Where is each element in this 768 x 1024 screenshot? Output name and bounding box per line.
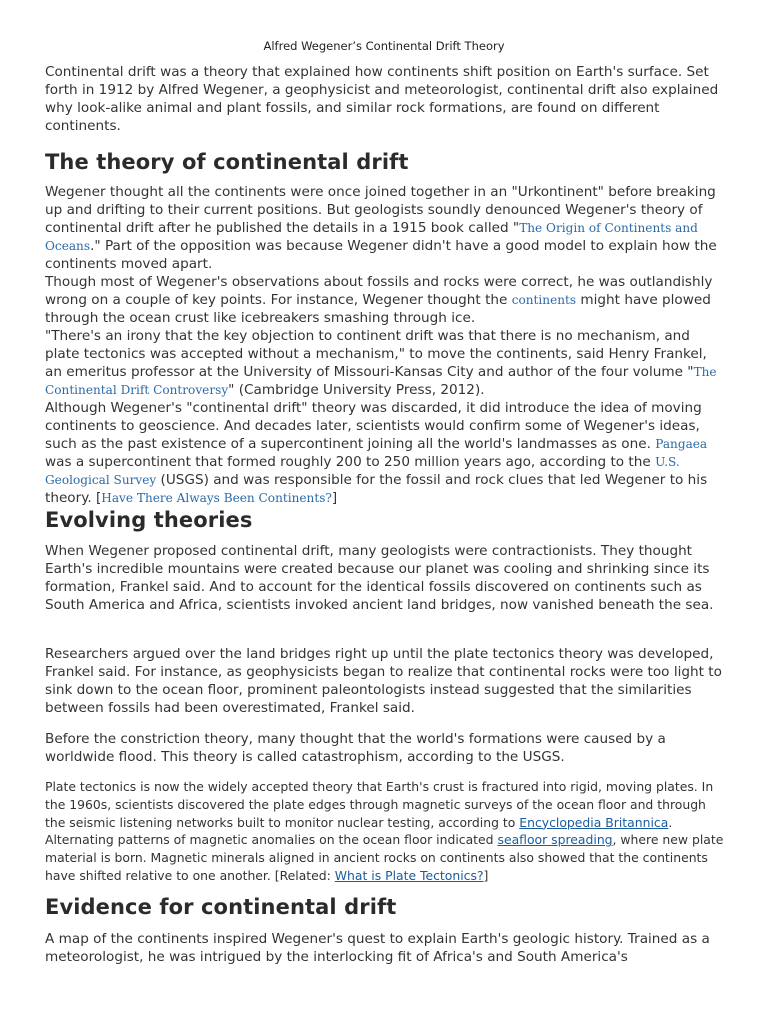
link-seafloor-spreading[interactable]: seafloor spreading <box>497 832 613 848</box>
evolving-paragraph-2: Researchers argued over the land bridges right up until the plate tectonics theory was developed, Frankel said. For instance, as geophysicists began to realize that continental rocks were too light to sink down to the ocean floor, prominent paleontologists instead suggested that the similarities between fossils had been overestimated, Frankel said. <box>45 646 722 716</box>
theory-paragraph-2: Though most of Wegener's observations about fossils and rocks were correct, he was outlandishly wrong on a couple of key points. For instance, Wegener thought the continents might have plowed through the ocean crust like icebreakers smashing through ice. <box>45 274 713 326</box>
link-what-is-plate-tectonics[interactable]: What is Plate Tectonics? <box>334 867 484 883</box>
section-heading-theory: The theory of continental drift <box>45 150 409 174</box>
link-continental-drift-controversy[interactable]: The Continental Drift Controversy <box>45 364 717 397</box>
intro-paragraph: Continental drift was a theory that explained how continents shift position on Earth's surface. Set forth in 1912 by Alfred Wegener, a geophysicist and meteorologist, continental drift also explained why look-alike animal and plant fossils, and similar rock formations, are found on different continents. <box>45 64 719 134</box>
theory-paragraph-1: Wegener thought all the continents were once joined together in an "Urkontinent" before breaking up and drifting to their current positions. But geologists soundly denounced Wegener's theory of continental drift after he published the details in a 1915 book called "The Origin of Continents and Oceans." Part of the opposition was because Wegener didn't have a good model to explain how the continents moved apart. <box>45 184 717 272</box>
section-heading-evidence: Evidence for continental drift <box>45 895 397 919</box>
evolving-paragraph-1: When Wegener proposed continental drift, many geologists were contractionists. They thought Earth's incredible mountains were created because our planet was cooling and shrinking since its formation, Frankel said. And to account for the identical fossils discovered on continents such as South America and Africa, scientists invoked ancient land bridges, now vanished beneath the sea. <box>45 543 714 613</box>
link-always-been-continents[interactable]: Have There Always Been Continents? <box>101 490 332 505</box>
section-heading-evolving: Evolving theories <box>45 508 253 532</box>
document-title: Alfred Wegener’s Continental Drift Theory <box>263 39 505 53</box>
evolving-paragraph-4: Plate tectonics is now the widely accepted theory that Earth's crust is fractured into rigid, moving plates. In the 1960s, scientists discovered the plate edges through magnetic surveys of the ocean floor and through the seismic listening networks built to monitor nuclear testing, according to Encyclopedia Britannica. Alternating patterns of magnetic anomalies on the ocean floor indicated seafloor spreading, where new plate material is born. Magnetic minerals aligned in ancient rocks on continents also showed that the continents have shifted relative to one another. [Related: What is Plate Tectonics?] <box>45 779 724 883</box>
link-encyclopedia-britannica[interactable]: Encyclopedia Britannica <box>519 814 669 830</box>
evolving-paragraph-3: Before the constriction theory, many thought that the world's formations were caused by a worldwide flood. This theory is called catastrophism, according to the USGS. <box>45 731 666 765</box>
link-usgs[interactable]: U.S. Geological Survey <box>45 454 680 487</box>
link-origin-of-continents[interactable]: The Origin of Continents and Oceans <box>45 220 698 253</box>
theory-paragraph-3: "There's an irony that the key objection to continent drift was that there is no mechanism, and plate tectonics was accepted without a mechanism," to move the continents, said Henry Frankel, an emeritus professor at the University of Missouri-Kansas City and author of the four volume "The Continental Drift Controversy" (Cambridge University Press, 2012). <box>45 328 717 398</box>
link-continents[interactable]: continents <box>511 292 577 307</box>
evidence-paragraph-1: A map of the continents inspired Wegener's quest to explain Earth's geologic history. Trained as a meteorologist, he was intrigued by the interlocking fit of Africa's and South America's <box>45 931 710 965</box>
theory-paragraph-4: Although Wegener's "continental drift" theory was discarded, it did introduce the idea of moving continents to geoscience. And decades later, scientists would confirm some of Wegener's ideas, such as the past existence of a supercontinent joining all the world's landmasses as one. Pangaea was a supercontinent that formed roughly 200 to 250 million years ago, according to the U.S. Geological Survey (USGS) and was responsible for the fossil and rock clues that led Wegener to his theory. [Have There Always Been Continents?] <box>45 400 708 506</box>
link-pangaea[interactable]: Pangaea <box>655 436 708 451</box>
